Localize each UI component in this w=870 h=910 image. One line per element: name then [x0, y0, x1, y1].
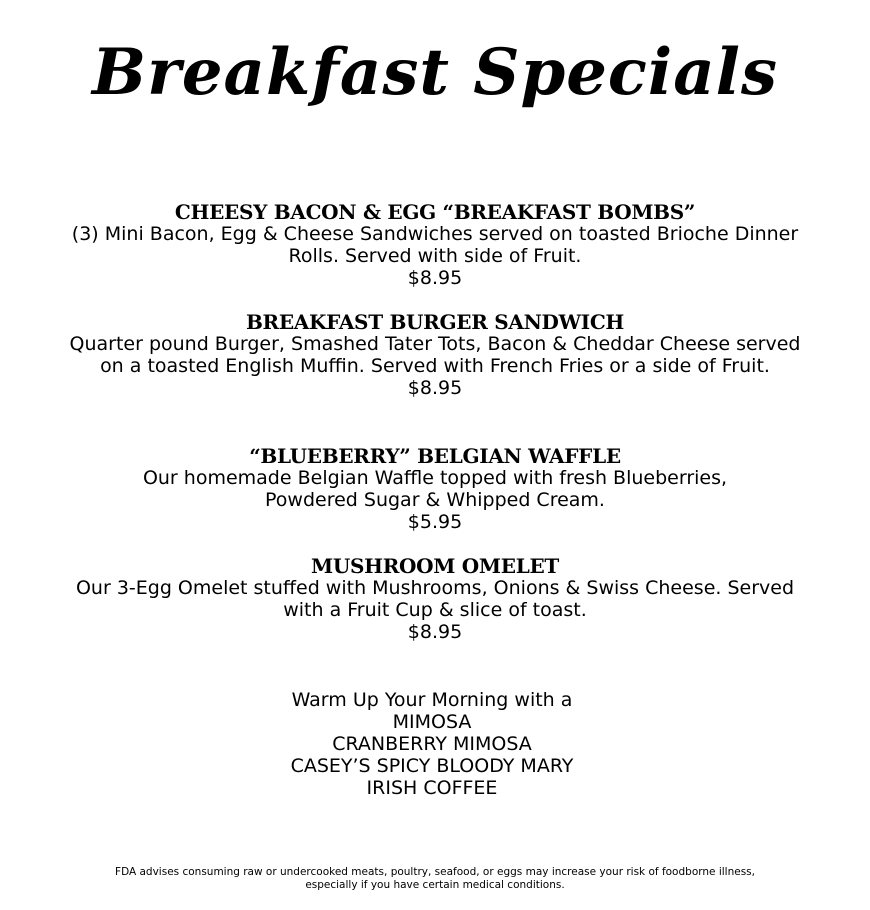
- menu-item-breakfast-burger: [0, 311, 870, 399]
- page-title: Breakfast Specials: [92, 35, 778, 110]
- drink-option-mimosa: MIMOSA: [392, 711, 472, 733]
- fda-disclaimer: [0, 866, 870, 892]
- item-name: “BLUEBERRY” BELGIAN WAFFLE: [249, 444, 621, 468]
- disclaimer-line-2: especially if you have certain medical conditions.: [305, 879, 565, 891]
- item-description: Our 3-Egg Omelet stuffed with Mushrooms, Onions & Swiss Cheese. Served with a Fruit Cup & slice of toast.: [75, 577, 795, 621]
- item-name: BREAKFAST BURGER SANDWICH: [245, 310, 625, 334]
- disclaimer-line-1: FDA advises consuming raw or undercooked meats, poultry, seafood, or eggs may increase your risk of foodborne illness,: [115, 866, 755, 878]
- item-price: $8.95: [407, 621, 463, 643]
- item-price: $5.95: [407, 511, 463, 533]
- item-price: $8.95: [407, 377, 463, 399]
- drink-specials: [0, 689, 870, 799]
- item-description: Quarter pound Burger, Smashed Tater Tots, Bacon & Cheddar Cheese served on a toasted English Muffin. Served with French Fries or a side of Fruit.: [69, 333, 801, 377]
- menu-item-breakfast-bombs: [0, 201, 870, 289]
- item-price: $8.95: [407, 267, 463, 289]
- drink-option-bloody-mary: CASEY’S SPICY BLOODY MARY: [290, 755, 574, 777]
- menu-item-mushroom-omelet: [0, 555, 870, 643]
- drink-option-cranberry-mimosa: CRANBERRY MIMOSA: [332, 733, 532, 755]
- drink-intro: Warm Up Your Morning with a: [291, 689, 573, 711]
- item-name: MUSHROOM OMELET: [311, 554, 559, 578]
- item-description: Our homemade Belgian Waffle topped with fresh Blueberries, Powdered Sugar & Whipped Cream.: [142, 467, 728, 511]
- item-name: CHEESY BACON & EGG “BREAKFAST BOMBS”: [174, 200, 696, 224]
- item-description: (3) Mini Bacon, Egg & Cheese Sandwiches served on toasted Brioche Dinner Rolls. Served with side of Fruit.: [71, 223, 799, 267]
- drink-option-irish-coffee: IRISH COFFEE: [366, 777, 498, 799]
- menu-item-belgian-waffle: [0, 445, 870, 533]
